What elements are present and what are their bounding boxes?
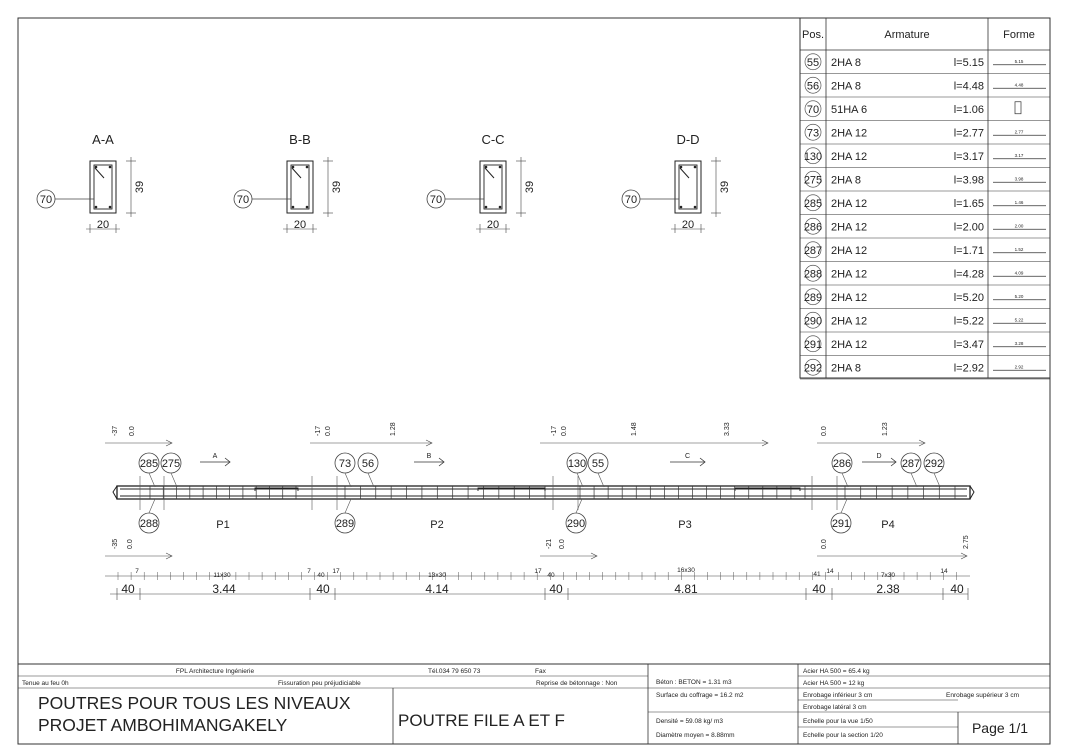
schedule-pos: 130 bbox=[803, 150, 823, 163]
schedule-pos: 286 bbox=[803, 221, 823, 234]
schedule-shape: 3.17 bbox=[1014, 152, 1024, 158]
section-title: C-C bbox=[481, 132, 505, 147]
section-1 bbox=[37, 132, 146, 233]
dimension-label: 40 bbox=[121, 582, 135, 596]
cover-side: Enrobage latéral 3 cm bbox=[803, 704, 867, 711]
elevation-pos-top-label: 292 bbox=[924, 458, 944, 470]
schedule-pos: 55 bbox=[806, 56, 820, 69]
section-pos-bubble-label: 70 bbox=[236, 194, 250, 206]
elevation-pos-top bbox=[832, 453, 852, 473]
schedule-shape: 4.48 bbox=[1014, 82, 1024, 88]
stirrup-label: 40 bbox=[317, 572, 325, 579]
concrete-volume: Béton : BETON = 1.31 m3 bbox=[656, 679, 732, 686]
schedule-bars: 2HA 12 bbox=[831, 244, 868, 257]
schedule-shape: 2.00 bbox=[1014, 223, 1024, 229]
level-label: 3.33 bbox=[724, 422, 731, 436]
schedule-bars: 2HA 8 bbox=[831, 362, 861, 375]
level-label: -17 bbox=[315, 425, 322, 436]
schedule-bars: 2HA 12 bbox=[831, 268, 868, 281]
level-lines bbox=[105, 422, 970, 559]
schedule-length: l=5.20 bbox=[953, 291, 984, 304]
schedule-pos: 292 bbox=[803, 362, 823, 375]
section-pos-bubble-label: 70 bbox=[429, 194, 443, 206]
section-mark: B bbox=[426, 453, 432, 460]
title-block bbox=[18, 664, 1050, 744]
dimension-label: 4.81 bbox=[674, 582, 698, 596]
elevation-pos-top-label: 286 bbox=[832, 458, 852, 470]
section-pos-bubble bbox=[234, 190, 252, 208]
section-title: A-A bbox=[92, 132, 114, 147]
level-label: -17 bbox=[551, 425, 558, 436]
section-width-dim: 20 bbox=[293, 219, 307, 231]
stirrup-label: 13x30 bbox=[428, 572, 446, 579]
elevation-pos-top bbox=[588, 453, 608, 473]
schedule-pos: 290 bbox=[803, 315, 823, 328]
schedule-bars: 2HA 12 bbox=[831, 221, 868, 234]
schedule-pos: 288 bbox=[803, 268, 823, 281]
schedule-header-pos: Pos. bbox=[801, 29, 825, 41]
schedule-length: l=1.71 bbox=[953, 244, 984, 257]
scale-view: Echelle pour la vue 1/50 bbox=[803, 718, 873, 725]
title-line-1: POUTRES POUR TOUS LES NIVEAUX bbox=[38, 693, 351, 713]
schedule-bars: 2HA 8 bbox=[831, 80, 861, 93]
stirrup-label: 14 bbox=[826, 568, 834, 575]
section-pos-bubble bbox=[427, 190, 445, 208]
dimension-label: 40 bbox=[316, 582, 330, 596]
section-3 bbox=[427, 132, 536, 233]
schedule-bars: 2HA 12 bbox=[831, 127, 868, 140]
schedule-pos: 285 bbox=[803, 197, 823, 210]
stirrup-label: 7 bbox=[135, 568, 139, 575]
title-line-2: PROJET AMBOHIMANGAKELY bbox=[38, 715, 288, 735]
elevation-pos-top-label: 285 bbox=[139, 458, 159, 470]
section-pos-bubble bbox=[622, 190, 640, 208]
schedule-bars: 51HA 6 bbox=[831, 103, 868, 116]
elevation-pos-top-label: 130 bbox=[567, 458, 587, 470]
rebar-schedule bbox=[800, 18, 1050, 379]
section-height-dim: 39 bbox=[524, 180, 536, 194]
page-number: Page 1/1 bbox=[971, 720, 1029, 736]
dimension-label: 40 bbox=[549, 582, 563, 596]
elevation-pos-top bbox=[161, 453, 181, 473]
position-bubbles bbox=[139, 453, 944, 533]
schedule-shape: 5.15 bbox=[1014, 58, 1024, 64]
dimension-label: 3.44 bbox=[212, 582, 236, 596]
level-label: 0.0 bbox=[325, 426, 332, 436]
stirrup-label: 40 bbox=[547, 572, 555, 579]
section-width-dim: 20 bbox=[681, 219, 695, 231]
schedule-pos: 70 bbox=[806, 103, 820, 116]
schedule-shape: 2.77 bbox=[1014, 129, 1024, 135]
schedule-length: l=3.47 bbox=[953, 338, 984, 351]
stirrup-ticks bbox=[150, 486, 955, 499]
section-4 bbox=[622, 132, 731, 233]
stirrup-label: 41 bbox=[813, 571, 821, 578]
schedule-bars: 2HA 8 bbox=[831, 174, 861, 187]
schedule-header-forme: Forme bbox=[1003, 29, 1035, 41]
elevation-pos-bottom-label: 290 bbox=[566, 518, 586, 530]
formwork-area: Surface du coffrage = 16.2 m2 bbox=[656, 692, 744, 699]
fire-resistance: Tenue au feu 0h bbox=[22, 680, 69, 687]
section-width-dim: 20 bbox=[96, 219, 110, 231]
span-label: P4 bbox=[881, 519, 895, 531]
cross-sections bbox=[37, 132, 731, 233]
elevation-pos-top bbox=[358, 453, 378, 473]
elevation-pos-top-label: 55 bbox=[591, 458, 605, 470]
fax: Fax bbox=[535, 668, 546, 675]
stirrup-label: 16x30 bbox=[677, 567, 695, 574]
phone: Tél.034 79 650 73 bbox=[428, 668, 481, 675]
section-pos-bubble-label: 70 bbox=[39, 194, 53, 206]
element-name: POUTRE FILE A ET F bbox=[398, 711, 565, 730]
section-mark: C bbox=[684, 453, 691, 460]
level-label: 0.0 bbox=[127, 539, 134, 549]
section-height-dim: 39 bbox=[134, 180, 146, 194]
casting-joint: Reprise de bétonnage : Non bbox=[536, 680, 618, 687]
dimension-lines bbox=[105, 567, 970, 600]
span-label: P3 bbox=[678, 519, 692, 531]
schedule-shape: 1.52 bbox=[1014, 246, 1024, 252]
density: Densité = 59.08 kg/ m3 bbox=[656, 718, 724, 725]
elevation-pos-bottom-label: 289 bbox=[335, 518, 355, 530]
section-2 bbox=[234, 132, 343, 233]
schedule-bars: 2HA 12 bbox=[831, 315, 868, 328]
schedule-length: l=2.00 bbox=[953, 221, 984, 234]
level-label: -35 bbox=[112, 538, 119, 549]
schedule-length: l=3.98 bbox=[953, 174, 984, 187]
elevation-pos-top bbox=[924, 453, 944, 473]
section-pos-bubble-label: 70 bbox=[624, 194, 638, 206]
level-label: 2.75 bbox=[963, 535, 970, 549]
schedule-length: l=4.48 bbox=[953, 80, 984, 93]
schedule-shape: 1.46 bbox=[1014, 199, 1024, 205]
level-label: -21 bbox=[546, 538, 553, 549]
level-label: 0.0 bbox=[821, 426, 828, 436]
elevation-pos-bottom bbox=[335, 513, 355, 533]
stirrup-label: 17 bbox=[534, 568, 542, 575]
stirrup-label: 17 bbox=[332, 568, 340, 575]
stirrup-label: 7 bbox=[307, 568, 311, 575]
cracking: Fissuration peu préjudiciable bbox=[278, 680, 361, 687]
stirrup-label: 7x30 bbox=[880, 572, 896, 579]
beam-elevation bbox=[105, 422, 974, 600]
schedule-pos: 73 bbox=[806, 127, 820, 140]
dimension-label: 40 bbox=[950, 582, 964, 596]
cover-bottom: Enrobage inférieur 3 cm bbox=[803, 692, 873, 699]
schedule-shape: 3.98 bbox=[1014, 176, 1024, 182]
section-title: B-B bbox=[289, 132, 311, 147]
stirrup-label: 11x30 bbox=[213, 572, 231, 579]
schedule-length: l=4.28 bbox=[953, 268, 984, 281]
schedule-pos: 291 bbox=[803, 338, 823, 351]
dimension-label: 40 bbox=[812, 582, 826, 596]
schedule-shape: 2.92 bbox=[1014, 364, 1024, 370]
span-label: P1 bbox=[216, 519, 230, 531]
schedule-pos: 287 bbox=[803, 244, 823, 257]
level-label: 0.0 bbox=[559, 539, 566, 549]
elevation-pos-top-label: 56 bbox=[361, 458, 375, 470]
schedule-bars: 2HA 12 bbox=[831, 338, 868, 351]
schedule-bars: 2HA 8 bbox=[831, 56, 861, 69]
schedule-bars: 2HA 12 bbox=[831, 150, 868, 163]
section-height-dim: 39 bbox=[719, 180, 731, 194]
stirrup-label: 14 bbox=[940, 568, 948, 575]
elevation-pos-top-label: 73 bbox=[338, 458, 352, 470]
elevation-pos-bottom-label: 291 bbox=[831, 518, 851, 530]
level-label: -37 bbox=[112, 425, 119, 436]
company-name: FPL Architecture Ingénierie bbox=[175, 668, 255, 675]
schedule-length: l=1.06 bbox=[953, 103, 984, 116]
section-mark: D bbox=[876, 453, 882, 460]
schedule-pos: 289 bbox=[803, 291, 823, 304]
dimension-label: 2.38 bbox=[876, 582, 900, 596]
elevation-pos-top bbox=[567, 453, 587, 473]
span-label: P2 bbox=[430, 519, 444, 531]
level-label: 1.48 bbox=[631, 422, 638, 436]
elevation-pos-bottom bbox=[139, 513, 159, 533]
elevation-pos-top-label: 275 bbox=[161, 458, 181, 470]
schedule-pos: 275 bbox=[803, 174, 823, 187]
schedule-shape: 5.20 bbox=[1014, 293, 1024, 299]
schedule-length: l=2.77 bbox=[953, 127, 984, 140]
schedule-header-armature: Armature bbox=[884, 29, 930, 41]
elevation-pos-bottom bbox=[831, 513, 851, 533]
level-label: 1.23 bbox=[882, 422, 889, 436]
section-pos-bubble bbox=[37, 190, 55, 208]
schedule-shape: 3.28 bbox=[1014, 340, 1024, 346]
schedule-length: l=5.22 bbox=[953, 315, 984, 328]
schedule-pos: 56 bbox=[806, 80, 820, 93]
elevation-pos-top bbox=[139, 453, 159, 473]
section-height-dim: 39 bbox=[331, 180, 343, 194]
schedule-length: l=1.65 bbox=[953, 197, 984, 210]
schedule-bars: 2HA 12 bbox=[831, 291, 868, 304]
elevation-pos-top-label: 287 bbox=[901, 458, 921, 470]
level-label: 1.28 bbox=[390, 422, 397, 436]
elevation-pos-top bbox=[335, 453, 355, 473]
schedule-length: l=3.17 bbox=[953, 150, 984, 163]
dimension-label: 4.14 bbox=[425, 582, 449, 596]
mean-diameter: Diamètre moyen = 8.88mm bbox=[656, 732, 735, 739]
scale-section: Echelle pour la section 1/20 bbox=[803, 732, 883, 739]
elevation-pos-top bbox=[901, 453, 921, 473]
section-title: D-D bbox=[676, 132, 700, 147]
elevation-pos-bottom-label: 288 bbox=[139, 518, 159, 530]
supports bbox=[140, 476, 837, 510]
schedule-shape: 4.09 bbox=[1014, 270, 1024, 276]
cover-top: Enrobage supérieur 3 cm bbox=[946, 692, 1019, 699]
elevation-pos-bottom bbox=[566, 513, 586, 533]
level-label: 0.0 bbox=[561, 426, 568, 436]
schedule-length: l=5.15 bbox=[953, 56, 984, 69]
schedule-length: l=2.92 bbox=[953, 362, 984, 375]
section-mark: A bbox=[212, 453, 218, 460]
section-width-dim: 20 bbox=[486, 219, 500, 231]
level-label: 0.0 bbox=[821, 539, 828, 549]
steel-2: Acier HA 500 = 12 kg bbox=[803, 680, 865, 687]
schedule-shape: 5.22 bbox=[1014, 317, 1024, 323]
steel-1: Acier HA 500 = 65.4 kg bbox=[803, 668, 870, 675]
schedule-bars: 2HA 12 bbox=[831, 197, 868, 210]
level-label: 0.0 bbox=[129, 426, 136, 436]
